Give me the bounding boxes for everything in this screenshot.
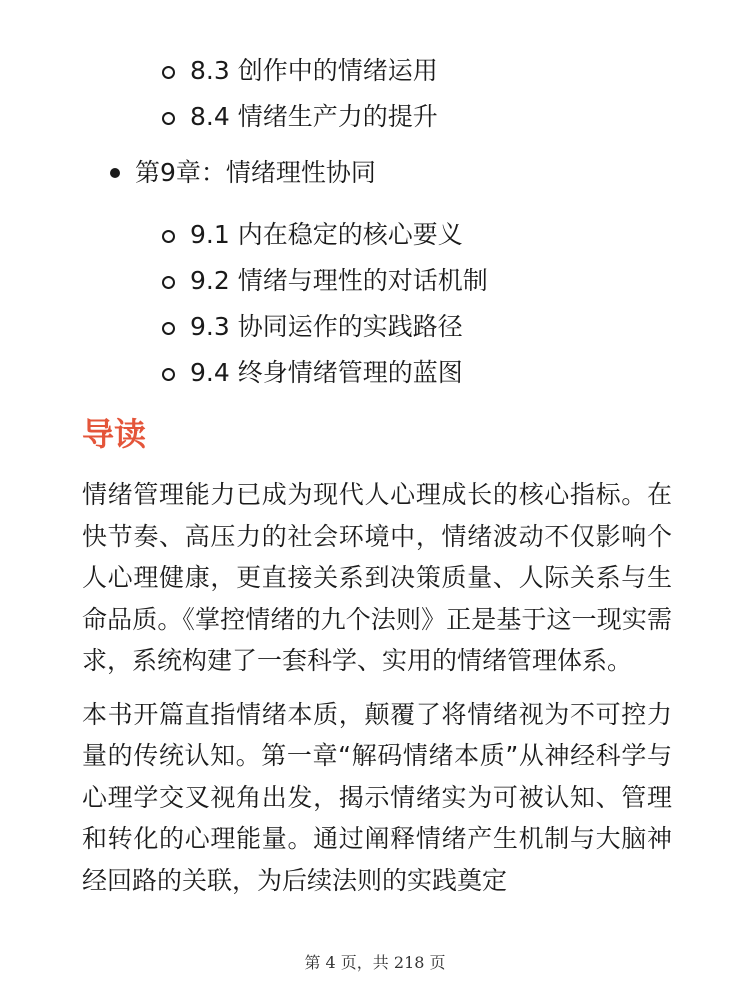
hollow-bullet-icon (162, 368, 175, 381)
toc-sub-item (0, 258, 750, 304)
toc-item-label: 8.3 创作中的情绪运用 (190, 56, 438, 85)
hollow-bullet-icon (162, 276, 175, 289)
toc-chapter-label: 第9章：情绪理性协同 (135, 158, 376, 187)
toc-item-label: 9.3 协同运作的实践路径 (190, 312, 463, 341)
paragraph: 情绪管理能力已成为现代人心理成长的核心指标。在快节奏、高压力的社会环境中，情绪波动不仅影响个人心理健康，更直接关系到决策质量、人际关系与生命品质。《掌控情绪的九个法则》正是基于这一现实需求，系统构建了一套科学、实用的情绪管理体系。 (82, 480, 672, 675)
hollow-bullet-icon (162, 112, 175, 125)
toc-chapter-item (0, 150, 750, 196)
toc-item-label: 9.1 内在稳定的核心要义 (190, 220, 463, 249)
hollow-bullet-icon (162, 66, 175, 79)
toc-sub-item (0, 94, 750, 140)
page-number: 第 4 页，共 218 页 (304, 953, 446, 972)
filled-bullet-icon (110, 168, 120, 178)
toc-sub-item (0, 350, 750, 396)
toc-item-label: 8.4 情绪生产力的提升 (190, 102, 438, 131)
body-text (82, 474, 672, 913)
toc-sub-item (0, 212, 750, 258)
toc-sub-item (0, 304, 750, 350)
toc-sub-item (0, 48, 750, 94)
hollow-bullet-icon (162, 322, 175, 335)
section-heading: 导读 (82, 415, 147, 453)
toc-item-label: 9.4 终身情绪管理的蓝图 (190, 358, 463, 387)
paragraph: 本书开篇直指情绪本质，颠覆了将情绪视为不可控力量的传统认知。第一章“解码情绪本质”从神经科学与心理学交叉视角出发，揭示情绪实为可被认知、管理和转化的心理能量。通过阐释情绪产生机制与大脑神经回路的关联，为后续法则的实践奠定 (82, 699, 672, 895)
hollow-bullet-icon (162, 230, 175, 243)
toc-item-label: 9.2 情绪与理性的对话机制 (190, 266, 488, 295)
table-of-contents (0, 48, 750, 396)
